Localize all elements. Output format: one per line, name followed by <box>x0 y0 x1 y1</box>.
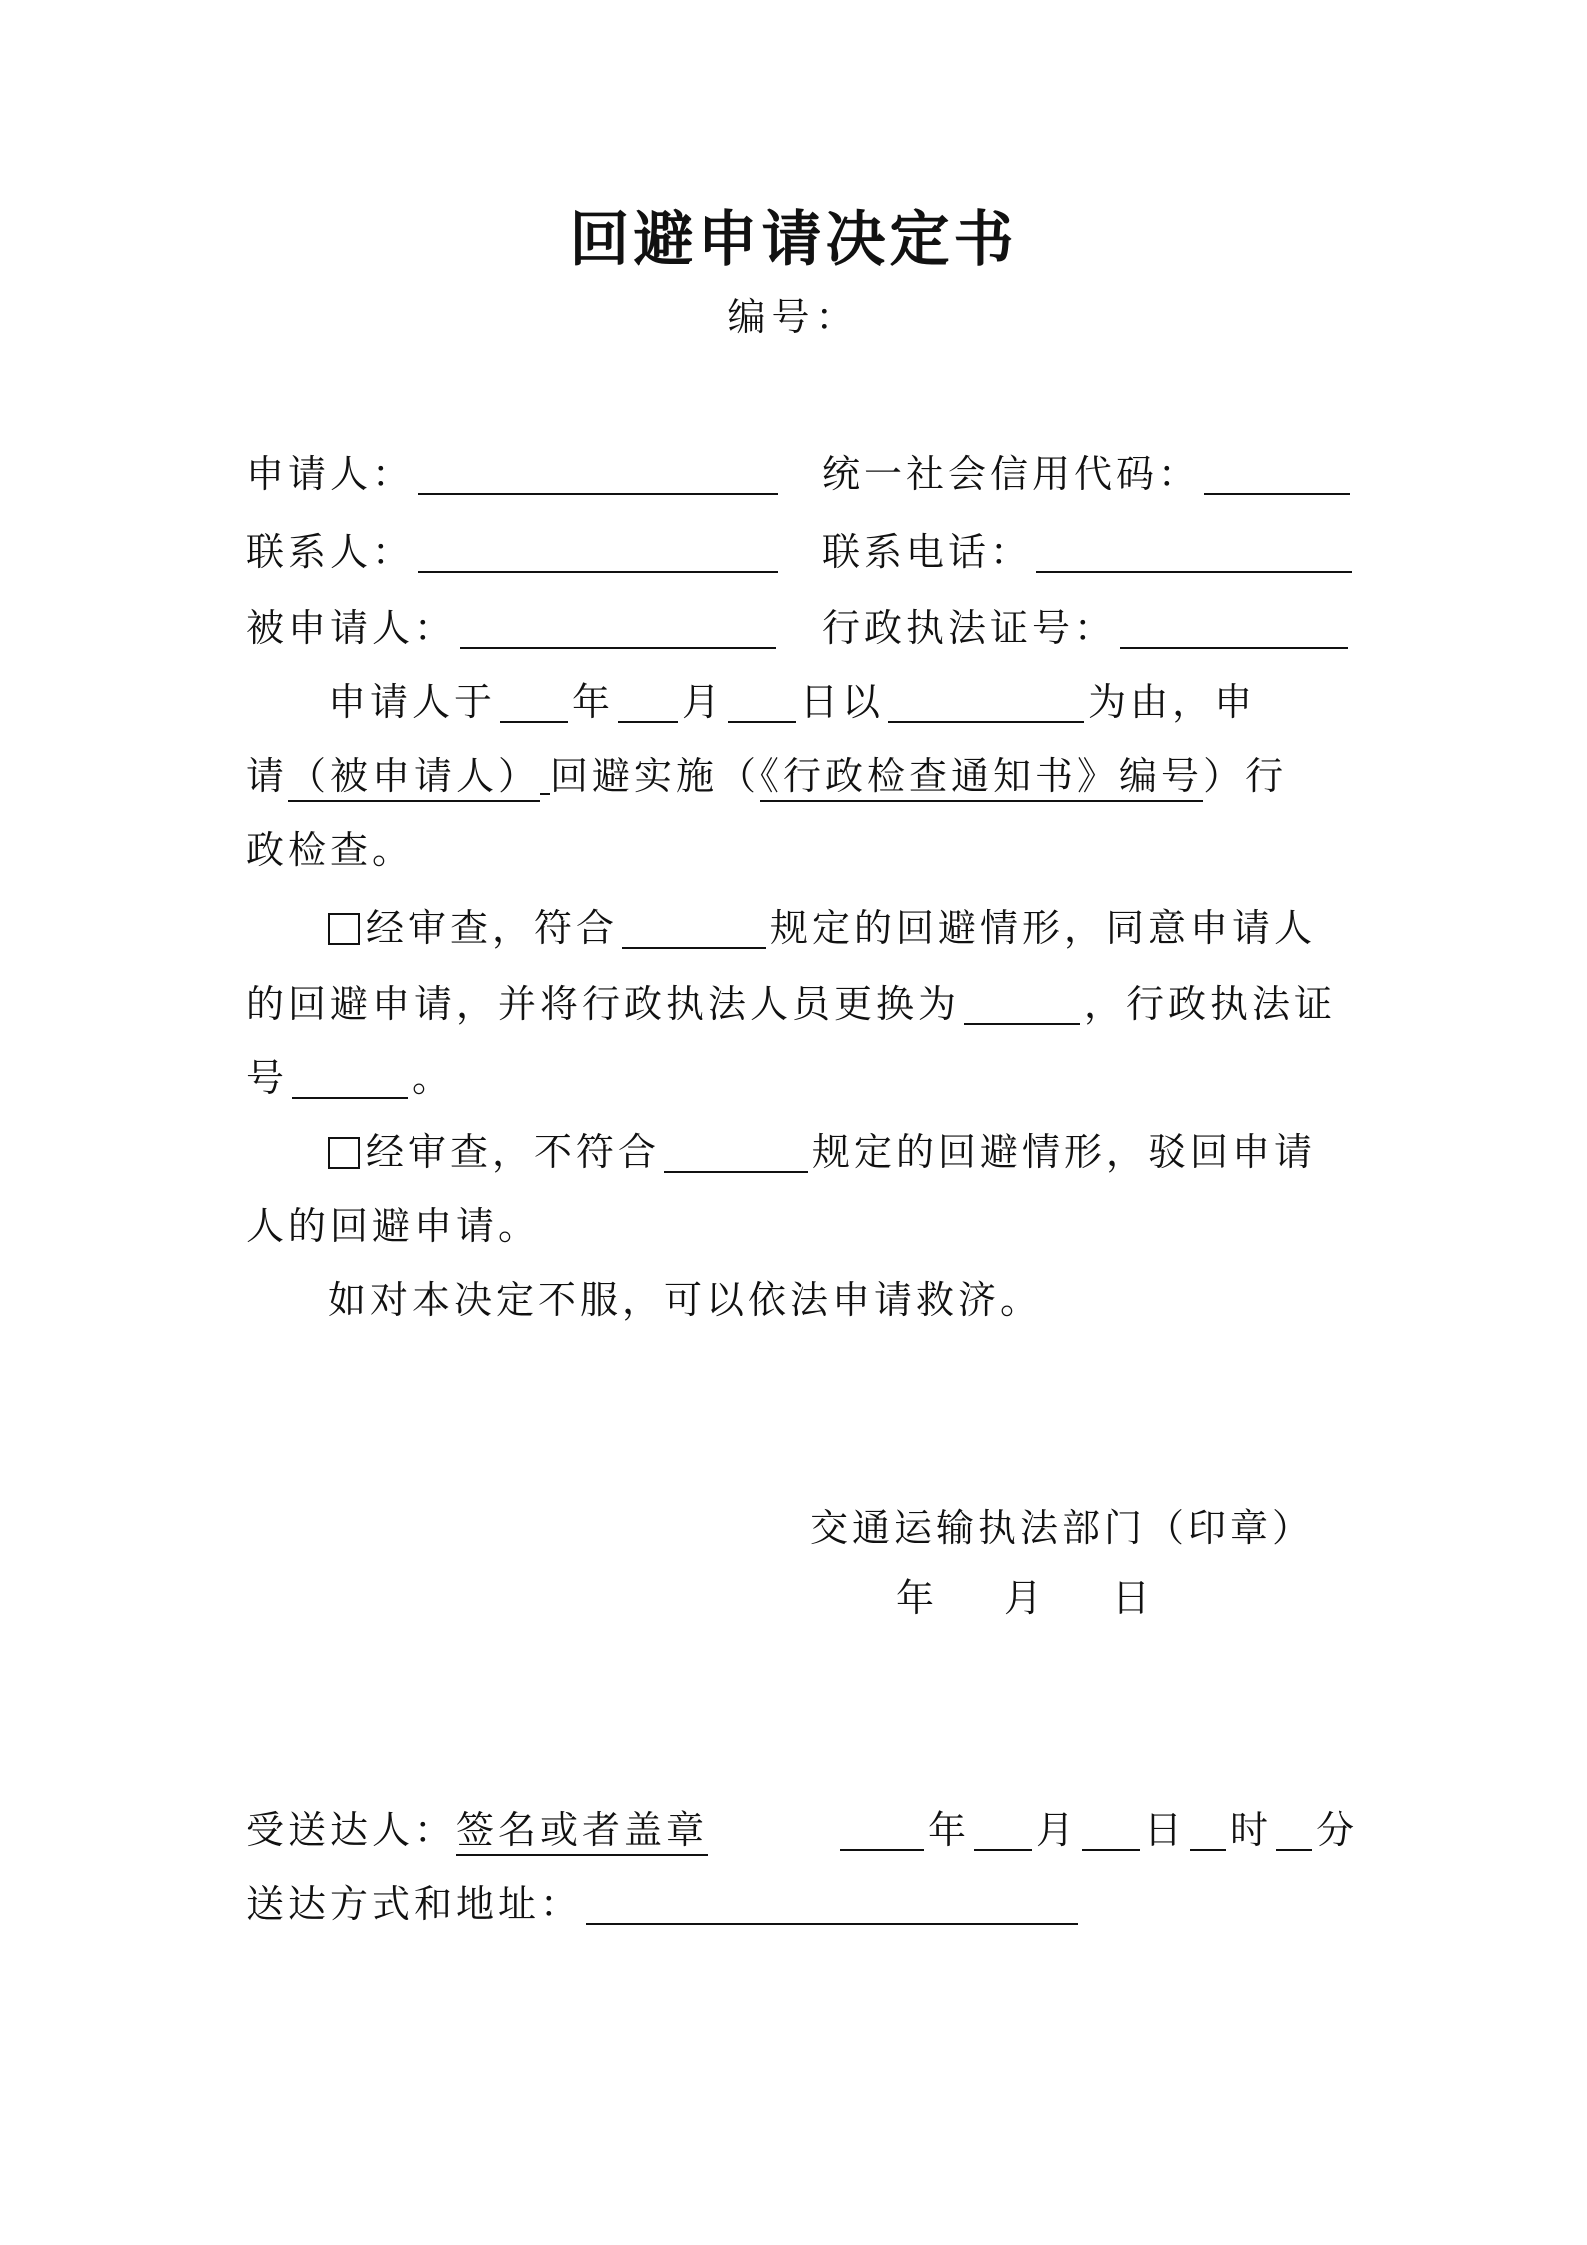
phone-label: 联系电话： <box>822 530 1033 574</box>
phone-blank[interactable] <box>1036 527 1352 573</box>
delivery-method-blank[interactable] <box>586 1879 1078 1925</box>
option1-line3b: 。 <box>412 1056 455 1100</box>
option1-line2a: 的回避申请，并将行政执法人员更换为 <box>246 982 961 1026</box>
reason-blank[interactable] <box>888 677 1084 723</box>
option2-text-a: 经审查，不符合 <box>366 1130 661 1174</box>
delivery-datetime <box>836 1802 1358 1858</box>
contact-row <box>246 524 782 580</box>
option2-regulation-blank[interactable] <box>664 1127 808 1173</box>
signature-month: 月 <box>1004 1576 1047 1620</box>
para1-month: 月 <box>682 680 725 724</box>
option1-text-a: 经审查，符合 <box>366 906 619 950</box>
delivery-hour: 时 <box>1230 1808 1273 1852</box>
option2-line1 <box>246 1124 1356 1180</box>
recipient-signature-placeholder[interactable]: 签名或者盖章 <box>456 1808 708 1856</box>
option1-text-b: 规定的回避情形，同意申请人 <box>770 906 1317 950</box>
notice-number-placeholder[interactable]: 《行政检查通知书》编号 <box>760 754 1203 802</box>
remedy-statement: 如对本决定不服，可以依法申请救济。 <box>328 1278 1043 1322</box>
month-blank[interactable] <box>618 677 678 723</box>
para1-line2-start: 请 <box>246 754 289 798</box>
delivery-method-label: 送达方式和地址： <box>246 1882 583 1926</box>
applicant-label: 申请人： <box>246 452 415 496</box>
replacement-officer-blank[interactable] <box>964 979 1080 1025</box>
respondent-placeholder[interactable]: （被申请人） <box>288 754 540 802</box>
option1-line2 <box>246 976 1356 1032</box>
department-seal: 交通运输执法部门（印章） <box>810 1506 1315 1550</box>
delivery-method-row <box>246 1876 1082 1932</box>
delivery-month-blank[interactable] <box>974 1805 1032 1851</box>
signature-year: 年 <box>896 1576 939 1620</box>
para1-line3: 政检查。 <box>246 828 415 872</box>
contact-label: 联系人： <box>246 530 415 574</box>
para1-line2 <box>246 748 1356 804</box>
para1-day: 日以 <box>800 680 885 724</box>
recipient-label: 受送达人： <box>246 1808 457 1852</box>
license-blank[interactable] <box>1120 603 1348 649</box>
license-row <box>822 600 1352 656</box>
applicant-row <box>246 446 782 502</box>
phone-row <box>822 524 1356 580</box>
option1-line3a: 号 <box>246 1056 289 1100</box>
signature-date <box>896 1570 1154 1626</box>
option1-line2b: ，行政执法证 <box>1084 982 1337 1026</box>
day-blank[interactable] <box>728 677 796 723</box>
doc-number-label: 编号： <box>727 295 860 339</box>
para1-avoid: 回避实施（ <box>550 754 761 798</box>
recipient-row <box>246 1802 708 1858</box>
respondent-row <box>246 600 780 656</box>
credit-code-blank[interactable] <box>1204 449 1350 495</box>
delivery-hour-blank[interactable] <box>1190 1805 1226 1851</box>
applicant-blank[interactable] <box>418 449 778 495</box>
option1-checkbox[interactable] <box>328 913 360 945</box>
delivery-year-blank[interactable] <box>840 1805 924 1851</box>
option2-checkbox[interactable] <box>328 1137 360 1169</box>
license-label: 行政执法证号： <box>822 606 1117 650</box>
para1-line2-end: ）行 <box>1203 754 1288 798</box>
option1-line3 <box>246 1050 1356 1106</box>
para1-line1 <box>246 674 1356 730</box>
delivery-month: 月 <box>1036 1808 1079 1852</box>
credit-code-label: 统一社会信用代码： <box>822 452 1201 496</box>
option1-regulation-blank[interactable] <box>622 903 766 949</box>
respondent-label: 被申请人： <box>246 606 457 650</box>
option2-text-b: 规定的回避情形，驳回申请 <box>812 1130 1317 1174</box>
year-blank[interactable] <box>500 677 568 723</box>
signature-day: 日 <box>1112 1576 1155 1620</box>
delivery-minute-blank[interactable] <box>1276 1805 1312 1851</box>
contact-blank[interactable] <box>418 527 778 573</box>
delivery-year: 年 <box>928 1808 971 1852</box>
delivery-minute: 分 <box>1316 1808 1359 1852</box>
delivery-day-blank[interactable] <box>1082 1805 1140 1851</box>
delivery-day: 日 <box>1144 1808 1187 1852</box>
credit-code-row <box>822 446 1354 502</box>
document-title: 回避申请决定书 <box>569 205 1018 275</box>
replacement-license-blank[interactable] <box>292 1053 408 1099</box>
option2-line2: 人的回避申请。 <box>246 1204 541 1248</box>
para1-text-a: 申请人于 <box>328 680 497 724</box>
para1-reason: 为由，申 <box>1088 680 1257 724</box>
para1-year: 年 <box>572 680 615 724</box>
option1-line1 <box>246 900 1356 956</box>
respondent-blank[interactable] <box>460 603 776 649</box>
